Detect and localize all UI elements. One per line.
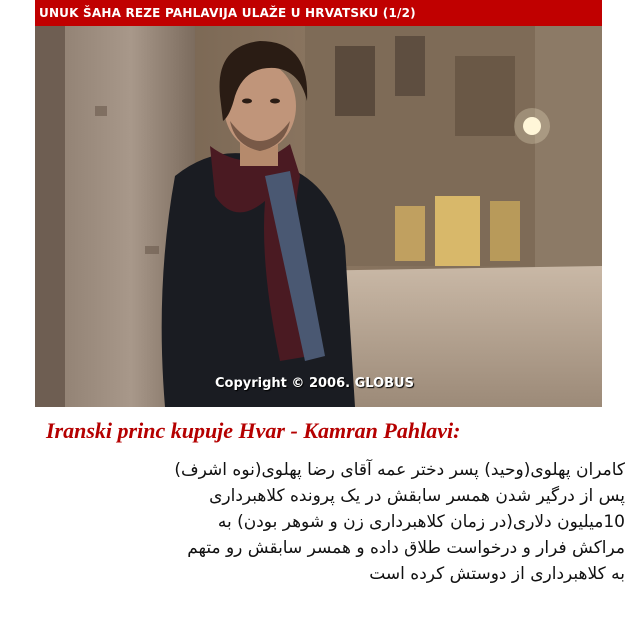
photo-copyright: Copyright © 2006. GLOBUS bbox=[215, 376, 414, 391]
article-line: کامران پهلوی(وحید) پسر دختر عمه آقای رضا پهلوی(نوه اشرف) bbox=[174, 460, 625, 480]
header-title: UNUK ŠAHA REZE PAHLAVIJA ULAŽE U HRVATSKU (1/2) bbox=[39, 6, 416, 20]
article-line: مراکش فرار و درخواست طلاق داده و همسر سابقش رو متهم bbox=[187, 538, 625, 558]
header-bar bbox=[35, 0, 602, 26]
article-headline: Iranski princ kupuje Hvar - Kamran Pahlavi: bbox=[46, 418, 461, 443]
article-line: 10میلیون دلاری(در زمان کلاهبرداری زن و شوهر بودن) به bbox=[217, 512, 625, 532]
article-body bbox=[10, 457, 625, 587]
photo-illustration bbox=[35, 26, 602, 407]
article-photo bbox=[35, 26, 602, 407]
article-line: پس از درگیر شدن همسر سابقش در یک پرونده کلاهبرداری bbox=[209, 486, 625, 506]
article-line: به کلاهبرداری از دوستش کرده است bbox=[369, 564, 625, 584]
